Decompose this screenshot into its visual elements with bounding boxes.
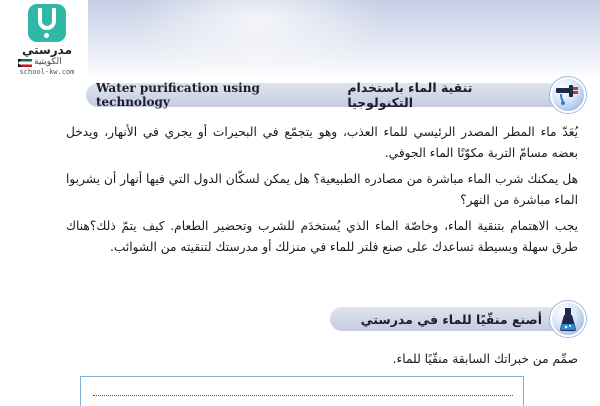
logo-name: مدرستي: [21, 43, 73, 57]
section-title-bar: [330, 307, 568, 331]
answer-box[interactable]: [80, 376, 524, 406]
instruction-text: صمِّم من خبراتك السابقة منقّيًا للماء.: [392, 352, 578, 366]
answer-line: [93, 395, 513, 396]
logo-mark-icon: [28, 4, 66, 42]
section-title-arabic: أصنع منقّيًا للماء في مدرستي: [360, 311, 542, 327]
section-title-bar: [86, 80, 568, 110]
site-logo[interactable]: [4, 4, 90, 76]
paragraph-question: هل يمكنك شرب الماء مباشرة من مصادره الطبيعية؟ هل يمكن لسكّان الدول التي فيها أنهار أن يشربوا الماء مباشرة من النهر؟: [66, 172, 578, 207]
paragraph-rain-water: يُعَدّ ماء المطر المصدر الرئيسي للماء العذب، وهو يتجمّع في البحيرات أو يجري في الأنهار، ويدخل بعضه مسامّ التربة مكوّنًا الماء الجوفي.: [66, 125, 578, 160]
section-body: [66, 122, 578, 263]
logo-url: school-kw.com: [19, 68, 75, 76]
paragraph-purification: يجب الاهتمام بتنقية الماء، وخاصّة الماء الذي يُستخدَم للشرب وتحضير الطعام. كيف يتمّ ذلك؟هناك طرق سهلة وبسيطة تساعدك على صنع فلتر للماء في منزلك أو مدرستك لتنقيته من الشوائب.: [66, 219, 578, 254]
section-heading-water-purification: [86, 80, 586, 110]
header-band: [88, 0, 600, 80]
section-title-english: Water purification using technology: [96, 81, 260, 109]
section-heading-make-filter: [330, 304, 586, 334]
section-title-arabic: تنقية الماء باستخدام التكنولوجيا: [347, 80, 473, 110]
kuwait-flag-icon: [18, 59, 32, 67]
activity-instruction: [66, 349, 578, 376]
water-tap-icon: [550, 77, 586, 113]
logo-country: الكويتية: [34, 57, 62, 67]
flask-icon: [550, 301, 586, 337]
